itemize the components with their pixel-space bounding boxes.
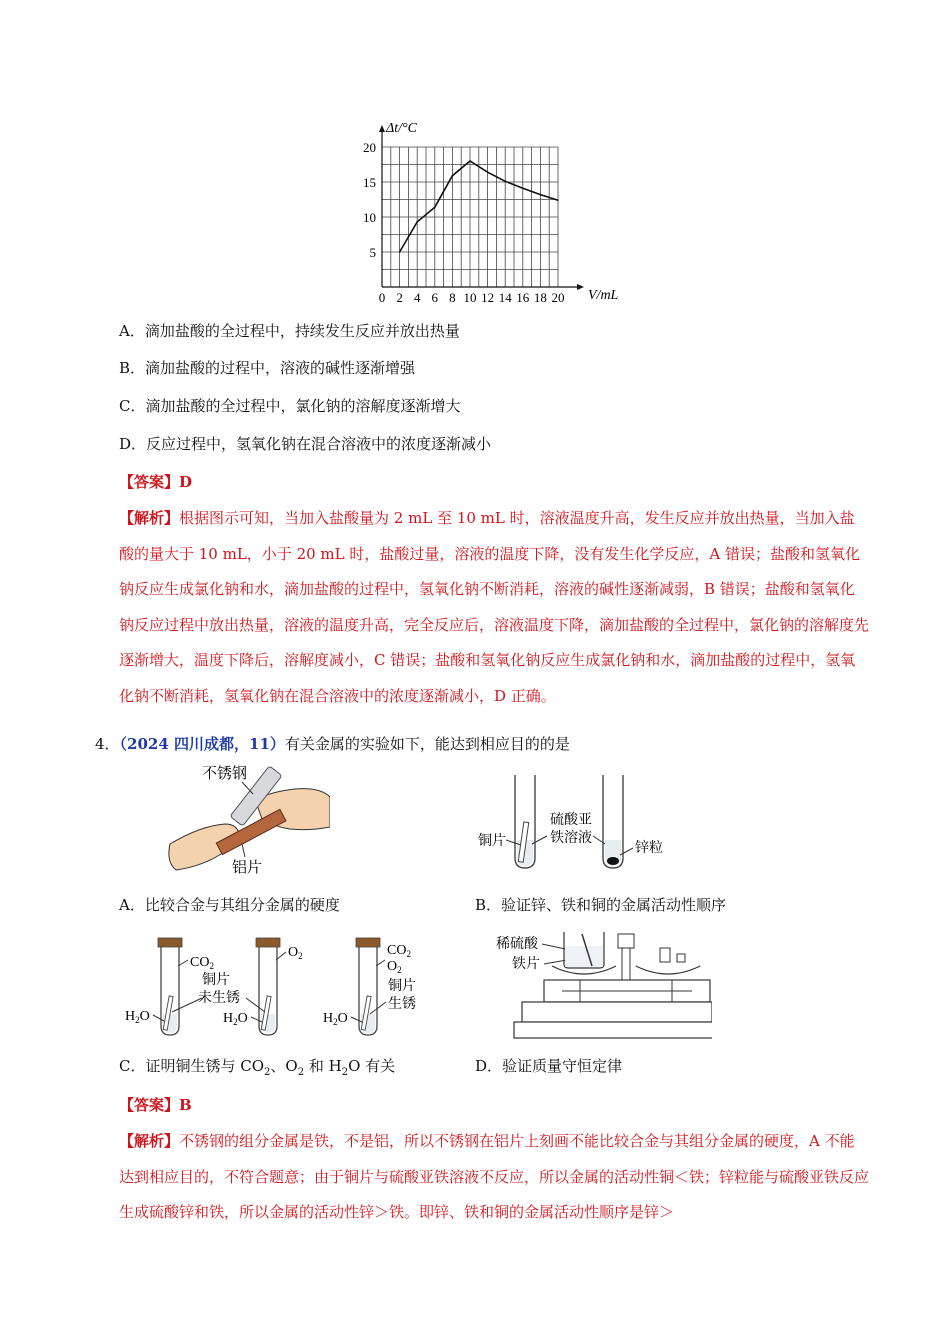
x-tick-label: 6 [431,290,439,305]
data-point [417,221,418,222]
label-zinc: 锌粒 [635,841,663,856]
y-axis-arrow [379,125,385,132]
figure-c-copper-rust [120,934,420,1046]
option-b: B．滴加盐酸的过程中，溶液的碱性逐渐增强 [119,359,416,377]
svg-text:H2O: $H_2O$ [323,1011,348,1027]
answer-q4: 【答案】B [119,1096,192,1114]
x-tick-label: 18 [533,290,547,305]
question-text: 有关金属的实验如下，能达到相应目的的是 [284,735,570,753]
x-tick-label: 10 [463,290,477,305]
x-tick-label: 12 [481,290,495,305]
figure-a-scratch-test [160,764,330,884]
label-copper-c1: 铜片 [202,973,230,988]
x-tick-label: 0 [378,290,386,305]
label-copper: 铜片 [478,834,506,849]
temperature-chart [340,112,640,312]
explanation-q4 [119,1124,869,1231]
label-dilute-h2so4: 稀硫酸 [496,937,538,952]
chart-axes [379,125,584,290]
question-number: 4． [95,735,120,753]
x-tick-label: 8 [449,290,456,305]
y-tick-label: 10 [363,210,376,225]
data-point [452,175,453,176]
figure-d-balance [492,928,712,1053]
label-copper-c2: 铜片 [388,979,416,994]
option-a: A．滴加盐酸的全过程中，持续发生反应并放出热量 [119,322,460,340]
caption-b: B．验证锌、铁和铜的金属活动性顺序 [475,896,727,914]
data-point [434,207,435,208]
option-d: D．反应过程中，氢氧化钠在混合溶液中的浓度逐渐减小 [119,435,492,453]
y-tick-label: 5 [369,245,376,260]
label-feso4-2: 铁溶液 [550,831,592,846]
label-feso4-1: 硫酸亚 [550,813,592,828]
option-c: C．滴加盐酸的全过程中，氯化钠的溶解度逐渐增大 [119,397,461,415]
x-axis-label: V/mL [588,288,619,303]
y-tick-label: 15 [363,175,376,190]
explanation-tag: 【解析】 [119,1132,180,1150]
zinc-granules [607,857,619,865]
x-tick-label: 20 [551,290,565,305]
explanation-text: 不锈钢的组分金属是铁，不是铝，所以不锈钢在铝片上刻画不能比较合金与其组分金属的硬度，A 不能达到相应目的，不符合题意；由于铜片与硫酸亚铁溶液不反应，所以金属的活动性铜＜铁；锌粒能与硫酸亚铁反应生成硫酸锌和铁，所以金属的活动性锌＞铁。即锌、铁和铜的金属活动性顺序是锌＞ [119,1132,870,1221]
svg-text:CO2: $CO_2$ [387,943,411,959]
data-point [522,188,523,189]
data-point [505,181,506,182]
data-point [399,251,400,252]
label-not-rusted: 未生锈 [198,991,240,1006]
label-iron-strip: 铁片 [512,957,540,972]
data-point [557,200,558,201]
label-rusted: 生锈 [388,997,416,1012]
explanation-text: 根据图示可知，当加入盐酸量为 2 mL 至 10 mL 时，溶液温度升高，发生反应并放出热量，当加入盐酸的量大于 10 mL，小于 20 mL 时，盐酸过量，溶液的温度下降，没有发生化学反应，A 错误；盐酸和氢氧化钠反应生成氯化钠和水，滴加盐酸的过程中，氢氧化钠不断消耗，溶液的碱性逐渐减弱，B 错误；盐酸和氢氧化钠反应过程中放出热量，溶液的温度升高，完全反应后，溶液温度下降，滴加盐酸的全过程中，氯化钠的溶解度先逐渐增大，温度下降后，溶解度减小，C 错误；盐酸和氢氧化钠反应生成氯化钠和水，滴加盐酸的过程中，氢氧化钠不断消耗，氢氧化钠在混合溶液中的浓度逐渐减小，D 正确。 [119,509,870,705]
data-point [487,172,488,173]
caption-c: C．证明铜生锈与 $CO_2$、$O_2$ 和 $H_2O$ 有关 [119,1057,396,1078]
x-tick-label: 2 [396,290,403,305]
x-axis-arrow [577,284,584,290]
svg-text:H2O: $H_2O$ [223,1011,248,1027]
question-source: （2024 四川成都，11） [119,735,285,753]
svg-text:O2: $O_2$ [288,945,303,961]
explanation-q3 [119,501,869,714]
x-tick-label: 16 [516,290,530,305]
chart-grid [382,147,558,287]
y-tick-label: 20 [363,140,376,155]
caption-a: A．比较合金与其组分金属的硬度 [119,896,340,914]
label-aluminium: 铝片 [232,860,263,876]
svg-text:O2: $O_2$ [387,959,402,975]
data-point [540,194,541,195]
y-axis-label: Δt/°C [386,121,417,136]
answer-q3: 【答案】D [119,473,193,491]
label-stainless: 不锈钢 [202,766,248,782]
x-tick-label: 4 [413,290,421,305]
svg-text:H2O: $H_2O$ [125,1009,150,1025]
figure-b-test-tubes [475,770,685,875]
caption-d: D．验证质量守恒定律 [475,1057,623,1075]
explanation-tag: 【解析】 [119,509,180,527]
svg-text:CO2: $CO_2$ [190,955,214,971]
question-4-stem [95,734,570,754]
x-tick-label: 14 [498,290,512,305]
data-point [469,160,470,161]
